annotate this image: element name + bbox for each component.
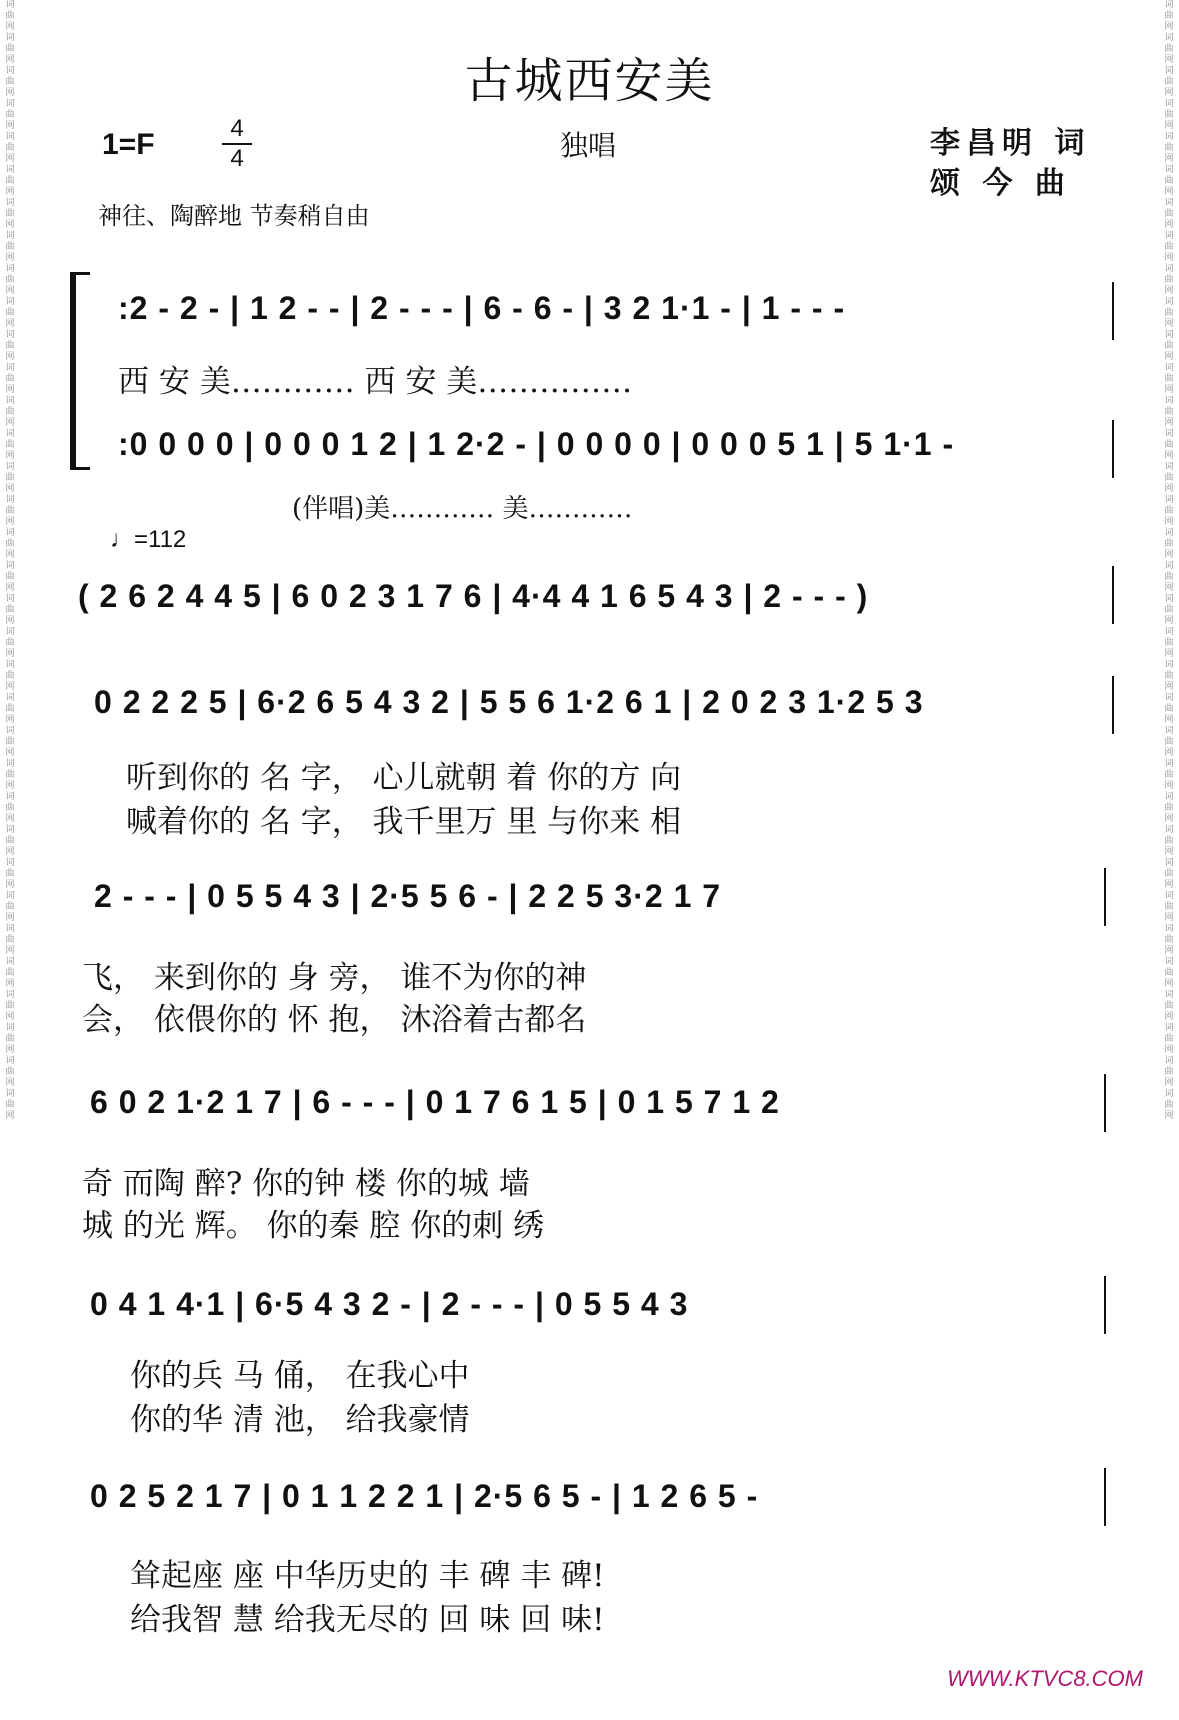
end-bar-line (1104, 868, 1106, 926)
end-bar-line (1104, 1074, 1106, 1132)
lyric-line-2: (伴唱)美………… 美………… (292, 494, 633, 524)
lyric-line-6a: 奇 而陶 醉? 你的钟 楼 你的城 墙 (82, 1166, 530, 1202)
lyric-line-6b: 城 的光 辉。 你的秦 腔 你的刺 绣 (82, 1208, 545, 1244)
lyricist-credit: 李昌明 词 (930, 126, 1091, 161)
end-bar-line (1112, 676, 1114, 734)
lyric-line-4b: 喊着你的 名 字， 我千里万 里 与你来 相 (126, 804, 682, 840)
notation-line-4: 0 2 2 2 5 | 6·2 6 5 4 3 2 | 5 5 6 1·2 6 1 | 2 0 2 3 1·2 5 3 (94, 684, 924, 720)
performance-type: 独唱 (560, 129, 617, 162)
time-signature (222, 117, 252, 171)
lyric-line-4a: 听到你的 名 字， 心儿就朝 着 你的方 向 (126, 760, 682, 796)
notation-line-7: 0 4 1 4·1 | 6·5 4 3 2 - | 2 - - - | 0 5 5 4 3 (90, 1286, 689, 1322)
notation-line-6: 6 0 2 1·2 1 7 | 6 - - - | 0 1 7 6 1 5 | 0 1 5 7 1 2 (90, 1084, 780, 1120)
end-bar-line (1112, 420, 1114, 478)
tempo-marking: ♩=112 (110, 526, 187, 553)
time-signature-top: 4 (230, 115, 244, 142)
lyric-line-7a: 你的兵 马 俑， 在我心中 (130, 1358, 470, 1394)
expression-marking: 神往、陶醉地 节奏稍自由 (98, 202, 370, 230)
composer-credit: 颂 今 曲 (930, 166, 1071, 201)
key-signature: 1=F (102, 128, 155, 161)
notation-line-8: 0 2 5 2 1 7 | 0 1 1 2 2 1 | 2·5 6 5 - | 1 2 6 5 - (90, 1478, 759, 1514)
lyric-line-1: 西 安 美………… 西 安 美…………… (118, 364, 633, 400)
song-title: 古城西安美 (464, 53, 715, 109)
lyric-line-7b: 你的华 清 池， 给我豪情 (130, 1402, 470, 1438)
watermark-strip-left: 词 曲 网 词 曲 网 词 曲 网 词 曲 网 词 曲 网 词 曲 网 词 曲 网 词 曲 网 词 曲 网 词 曲 网 词 曲 网 词 曲 网 词 曲 网 词 曲 网 词 曲 网 词 曲 网 词 曲 网 词 曲 网 词 曲 网 词 曲 网 词 曲 网 词 曲 网 词 曲 网 词 曲 网 词 曲 网 词 曲 网 词 曲 网 词 曲 网 词 曲 网 词 曲 网 词 曲 网 词 曲 网 词 曲 网 词 曲 网 (5, 0, 15, 1121)
end-bar-line (1112, 566, 1114, 624)
staff-brace (70, 272, 90, 470)
notation-line-2: :0 0 0 0 | 0 0 0 1 2 | 1 2·2 - | 0 0 0 0 | 0 0 0 5 1 | 5 1·1 - (118, 426, 955, 462)
end-bar-line (1104, 1276, 1106, 1334)
lyric-line-5b: 会， 依偎你的 怀 抱， 沐浴着古都名 (82, 1002, 587, 1038)
watermark-strip-right: 词 曲 网 词 曲 网 词 曲 网 词 曲 网 词 曲 网 词 曲 网 词 曲 网 词 曲 网 词 曲 网 词 曲 网 词 曲 网 词 曲 网 词 曲 网 词 曲 网 词 曲 网 词 曲 网 词 曲 网 词 曲 网 词 曲 网 词 曲 网 词 曲 网 词 曲 网 词 曲 网 词 曲 网 词 曲 网 词 曲 网 词 曲 网 词 曲 网 词 曲 网 词 曲 网 词 曲 网 词 曲 网 词 曲 网 词 曲 网 (1164, 0, 1174, 1121)
notation-line-3: ( 2 6 2 4 4 5 | 6 0 2 3 1 7 6 | 4·4 4 1 6 5 4 3 | 2 - - - ) (78, 578, 869, 614)
lyric-line-5a: 飞， 来到你的 身 旁， 谁不为你的神 (82, 960, 587, 996)
end-bar-line (1112, 282, 1114, 340)
lyric-line-8b: 给我智 慧 给我无尽的 回 味 回 味! (130, 1602, 605, 1638)
notation-line-5: 2 - - - | 0 5 5 4 3 | 2·5 5 6 - | 2 2 5 3·2 1 7 (94, 878, 722, 914)
site-watermark: WWW.KTVC8.COM (947, 1666, 1143, 1691)
time-signature-bottom: 4 (230, 145, 244, 172)
notation-line-1: :2 - 2 - | 1 2 - - | 2 - - - | 6 - 6 - | 3 2 1·1 - | 1 - - - (118, 290, 846, 326)
lyric-line-8a: 耸起座 座 中华历史的 丰 碑 丰 碑! (130, 1558, 605, 1594)
end-bar-line (1104, 1468, 1106, 1526)
